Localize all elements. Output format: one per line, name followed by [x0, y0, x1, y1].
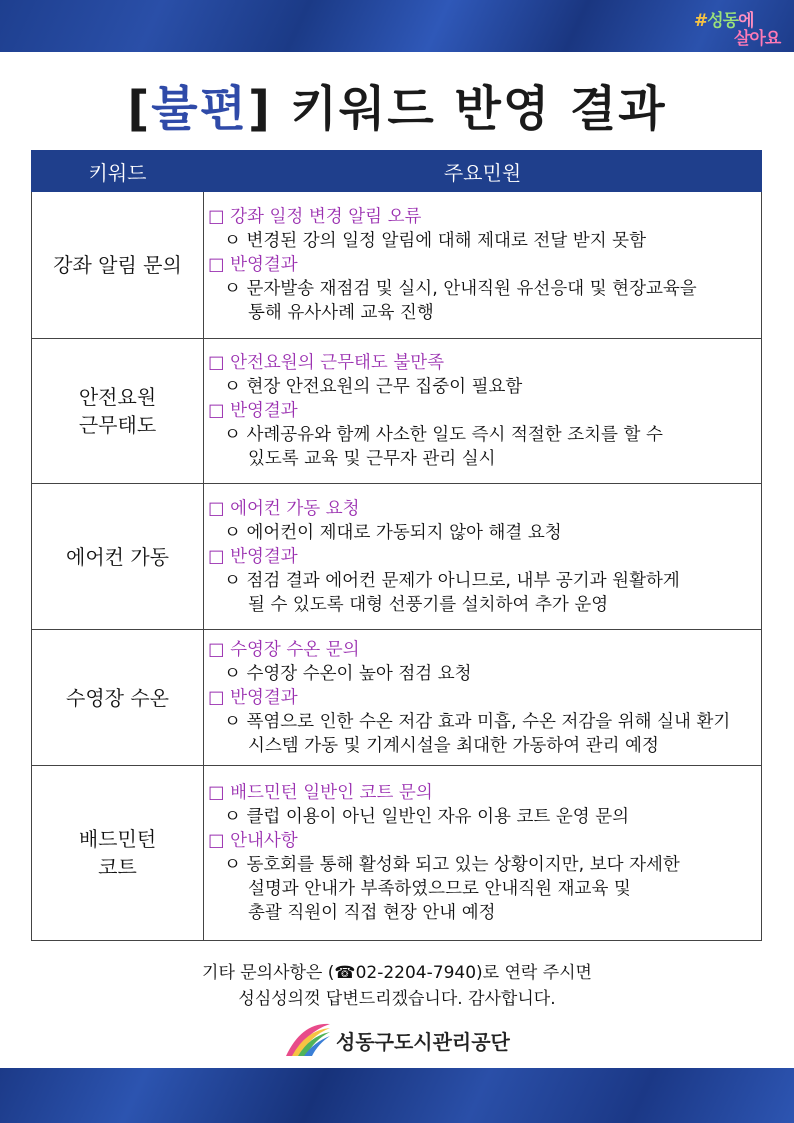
complaint-cell [204, 484, 762, 630]
badge-hash: # [694, 11, 708, 31]
badge-text-e: 에 [738, 11, 754, 31]
bottom-banner [0, 1068, 794, 1123]
section-heading: □ 안내사항 [208, 831, 298, 851]
keyword-cell [32, 766, 204, 941]
keyword-cell [32, 484, 204, 630]
detail-line: ㅇ 에어컨이 제대로 가동되지 않아 해결 요청 [224, 522, 562, 543]
detail-line: ㅇ 문자발송 재점검 및 실시, 안내직원 유선응대 및 현장교육을 [224, 279, 697, 299]
header-complaints: 주요민원 [204, 151, 762, 192]
section-heading: □ 에어컨 가동 요청 [208, 498, 360, 519]
keyword-cell [32, 630, 204, 766]
badge-text-sarayo: 살아요 [734, 29, 781, 49]
table-row [32, 630, 762, 766]
detail-line: ㅇ 수영장 수온이 높아 점검 요청 [224, 663, 472, 684]
section-heading: □ 배드민턴 일반인 코트 문의 [208, 783, 433, 803]
contact-line-2: 성심성의껏 답변드리겠습니다. 감사합니다. [238, 989, 556, 1009]
table-row [32, 484, 762, 630]
complaint-cell [204, 630, 762, 766]
detail-line: 통해 유사사례 교육 진행 [248, 303, 434, 323]
table-row [32, 192, 762, 339]
detail-line: ㅇ 폭염으로 인한 수온 저감 효과 미흡, 수온 저감을 위해 실내 환기 [224, 711, 731, 732]
table-row [32, 766, 762, 941]
seongdong-badge-logo [694, 6, 782, 49]
keyword-cell [32, 192, 204, 339]
section-heading: □ 강좌 일정 변경 알림 오류 [208, 207, 422, 227]
keyword-text: 코트 [98, 855, 137, 879]
org-logo [284, 1018, 524, 1062]
detail-line: ㅇ 사례공유와 함께 사소한 일도 즉시 적절한 조치를 할 수 [224, 425, 663, 445]
section-heading: □ 반영결과 [208, 401, 298, 421]
keyword-text: 강좌 알림 문의 [53, 253, 182, 277]
detail-line: ㅇ 동호회를 통해 활성화 되고 있는 상황이지만, 보다 자세한 [224, 855, 680, 875]
table-header-row [32, 151, 762, 192]
page-title: [불편] 키워드 반영 결과 [127, 81, 667, 137]
contact-notice [0, 960, 794, 1012]
title-highlight: 불편 [151, 81, 249, 137]
badge-text-seongdong: 성동 [707, 11, 739, 31]
complaint-cell [204, 339, 762, 484]
detail-line: 총괄 직원이 직접 현장 안내 예정 [248, 903, 496, 923]
contact-line-1: 기타 문의사항은 (☎02-2204-7940)로 연락 주시면 [202, 963, 592, 983]
keyword-text: 수영장 수온 [66, 685, 169, 710]
detail-line: 설명과 안내가 부족하였으므로 안내직원 재교육 및 [248, 879, 631, 899]
section-heading: □ 반영결과 [208, 546, 298, 567]
top-banner [0, 0, 794, 52]
keyword-text: 에어컨 가동 [66, 544, 169, 569]
results-table [31, 150, 762, 941]
rainbow-arc-icon [284, 1018, 332, 1058]
detail-line: ㅇ 변경된 강의 일정 알림에 대해 제대로 전달 받지 못함 [224, 231, 646, 251]
keyword-text: 배드민턴 [78, 827, 157, 851]
keyword-text: 안전요원 [78, 385, 157, 409]
org-name: 성동구도시관리공단 [336, 1030, 510, 1054]
complaint-cell [204, 766, 762, 941]
section-heading: □ 수영장 수온 문의 [208, 639, 360, 660]
detail-line: 될 수 있도록 대형 선풍기를 설치하여 추가 운영 [248, 594, 609, 615]
detail-line: 있도록 교육 및 근무자 관리 실시 [248, 449, 496, 469]
keyword-text: 근무태도 [78, 413, 157, 437]
keyword-cell [32, 339, 204, 484]
detail-line: 시스템 가동 및 기계시설을 최대한 가동하여 관리 예정 [248, 735, 659, 756]
detail-line: ㅇ 점검 결과 에어컨 문제가 아니므로, 내부 공기과 원활하게 [224, 570, 680, 591]
table-row [32, 339, 762, 484]
section-heading: □ 안전요원의 근무태도 불만족 [208, 353, 445, 373]
header-keyword: 키워드 [32, 151, 204, 192]
section-heading: □ 반영결과 [208, 255, 298, 275]
complaint-cell [204, 192, 762, 339]
detail-line: ㅇ 현장 안전요원의 근무 집중이 필요함 [224, 377, 523, 397]
section-heading: □ 반영결과 [208, 687, 298, 708]
detail-line: ㅇ 클럽 이용이 아닌 일반인 자유 이용 코트 운영 문의 [224, 807, 630, 827]
